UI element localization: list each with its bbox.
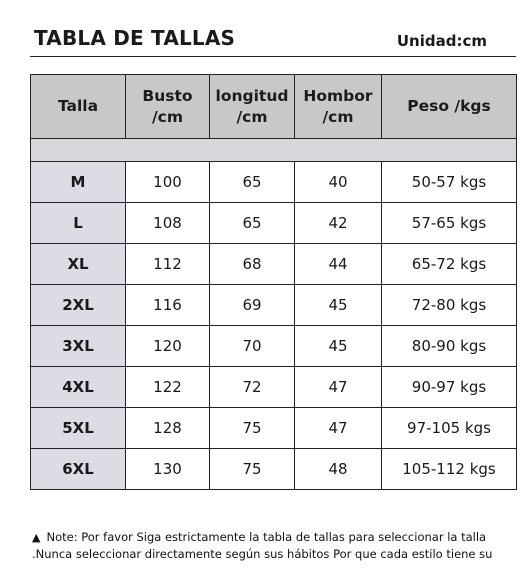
size-cell: M — [31, 162, 126, 203]
table-header-row — [31, 75, 517, 139]
longitud-cell: 72 — [210, 367, 295, 408]
busto-cell: 122 — [126, 367, 210, 408]
table-row — [31, 203, 517, 244]
unit-label: Unidad:cm — [396, 32, 487, 50]
hombro-cell: 45 — [295, 285, 382, 326]
longitud-cell: 65 — [210, 203, 295, 244]
peso-cell: 90-97 kgs — [382, 367, 517, 408]
size-cell: 4XL — [31, 367, 126, 408]
note-text — [32, 529, 492, 562]
hombro-cell: 40 — [295, 162, 382, 203]
busto-cell: 128 — [126, 408, 210, 449]
peso-cell: 57-65 kgs — [382, 203, 517, 244]
size-cell: XL — [31, 244, 126, 285]
table-row — [31, 326, 517, 367]
size-cell: 2XL — [31, 285, 126, 326]
size-cell: 6XL — [31, 449, 126, 490]
hombro-cell: 42 — [295, 203, 382, 244]
size-chart-table — [30, 74, 517, 490]
peso-cell: 72-80 kgs — [382, 285, 517, 326]
peso-cell: 97-105 kgs — [382, 408, 517, 449]
longitud-cell: 75 — [210, 408, 295, 449]
table-row — [31, 162, 517, 203]
peso-cell: 65-72 kgs — [382, 244, 517, 285]
peso-cell: 105-112 kgs — [382, 449, 517, 490]
column-header-hombro: Hombor /cm — [295, 75, 382, 139]
size-cell: L — [31, 203, 126, 244]
spacer-row — [31, 139, 517, 162]
note-line-1: ▲ Note: Por favor Siga estrictamente la tabla de tallas para seleccionar la talla — [32, 530, 487, 544]
longitud-cell: 65 — [210, 162, 295, 203]
hombro-cell: 47 — [295, 408, 382, 449]
hombro-cell: 45 — [295, 326, 382, 367]
hombro-cell: 47 — [295, 367, 382, 408]
page-title: TABLA DE TALLAS — [34, 26, 236, 50]
busto-cell: 120 — [126, 326, 210, 367]
hombro-cell: 48 — [295, 449, 382, 490]
table-row — [31, 367, 517, 408]
busto-cell: 100 — [126, 162, 210, 203]
busto-cell: 130 — [126, 449, 210, 490]
title-divider — [30, 56, 516, 57]
peso-cell: 50-57 kgs — [382, 162, 517, 203]
peso-cell: 80-90 kgs — [382, 326, 517, 367]
size-cell: 5XL — [31, 408, 126, 449]
hombro-cell: 44 — [295, 244, 382, 285]
longitud-cell: 70 — [210, 326, 295, 367]
size-cell: 3XL — [31, 326, 126, 367]
busto-cell: 112 — [126, 244, 210, 285]
table-row — [31, 285, 517, 326]
triangle-icon: ▲ — [32, 531, 41, 544]
busto-cell: 108 — [126, 203, 210, 244]
table-row — [31, 408, 517, 449]
longitud-cell: 68 — [210, 244, 295, 285]
column-header-longitud: longitud /cm — [210, 75, 295, 139]
longitud-cell: 75 — [210, 449, 295, 490]
column-header-peso: Peso /kgs — [382, 75, 517, 139]
table-row — [31, 449, 517, 490]
note-line-2: .Nunca seleccionar directamente según sus hábitos Por que cada estilo tiene su — [32, 547, 493, 561]
busto-cell: 116 — [126, 285, 210, 326]
table-row — [31, 244, 517, 285]
spacer-cell — [31, 139, 517, 162]
column-header-talla: Talla — [31, 75, 126, 139]
longitud-cell: 69 — [210, 285, 295, 326]
column-header-busto: Busto /cm — [126, 75, 210, 139]
